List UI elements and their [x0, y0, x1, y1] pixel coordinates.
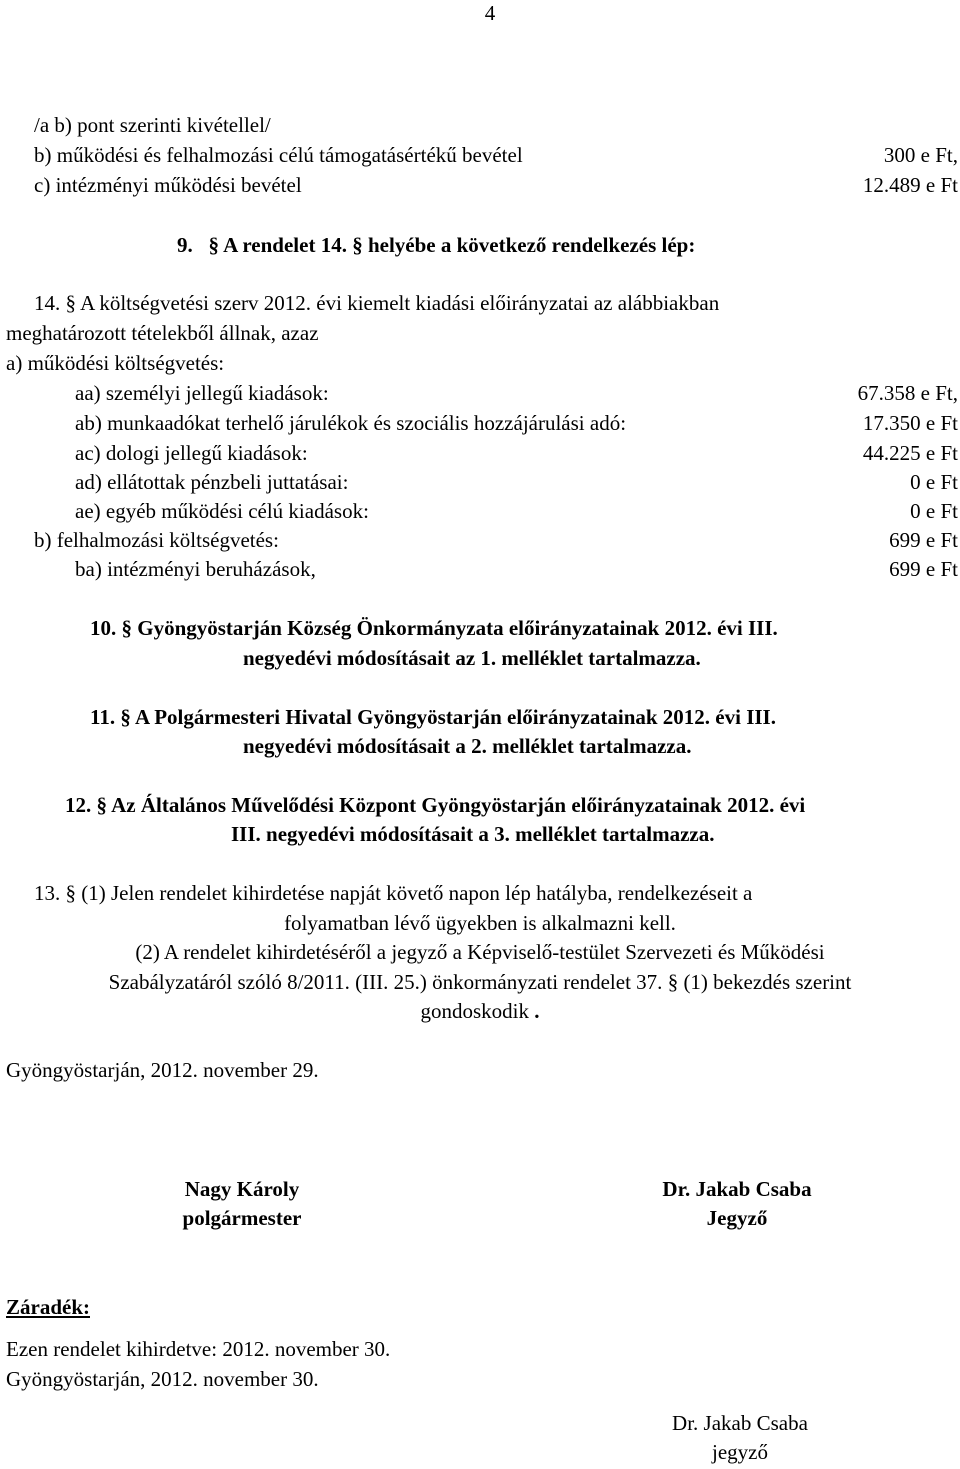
section-13-line-1 [34, 878, 752, 908]
section-14-b-title: b) felhalmozási költségvetés: [34, 528, 279, 552]
section-14-b-value: 699 e Ft [889, 528, 958, 552]
item-ad-label: ad) ellátottak pénzbeli juttatásai: [75, 470, 349, 494]
section-10-number: 10. [90, 616, 117, 640]
section-13-text-1: (1) Jelen rendelet kihirdetése napját követő napon lép hatályba, rendelkezéseit a [81, 881, 753, 905]
item-ac-label: ac) dologi jellegű kiadások: [75, 441, 308, 465]
section-13-text-4b: (1) bekezdés szerint [683, 970, 852, 994]
section-sign: § [65, 881, 76, 905]
section-12-line-1 [65, 790, 805, 820]
income-line-3: c) intézményi működési bevétel [34, 173, 302, 197]
section-11-line-2: negyedévi módosításait a 2. melléklet tartalmazza. [243, 734, 692, 758]
item-ad-value: 0 e Ft [910, 470, 958, 494]
income-line-2-value: 300 e Ft, [883, 143, 958, 167]
section-10-line-2: negyedévi módosításait az 1. melléklet tartalmazza. [243, 646, 701, 670]
section-12-text: Az Általános Művelődési Központ Gyöngyöstarján előirányzatainak 2012. évi [111, 793, 806, 817]
section-11-number: 11. [90, 705, 116, 729]
section-9-text-2: helyébe a következő rendelkezés lép: [367, 233, 696, 257]
section-14-line-2: meghatározott tételekből állnak, azaz [6, 321, 319, 345]
section-sign: § [96, 793, 107, 817]
section-11-line-1 [90, 702, 776, 732]
income-line-2: b) működési és felhalmozási célú támogatásértékű bevétel [34, 143, 523, 167]
item-ae-label: ae) egyéb működési célú kiadások: [75, 499, 369, 523]
section-sign: § [667, 970, 679, 994]
closing-title: Záradék: [6, 1295, 90, 1319]
item-ba-value: 699 e Ft [889, 557, 958, 581]
signature-left-title: polgármester [182, 1206, 302, 1230]
section-9-heading [177, 230, 695, 260]
place-date: Gyöngyöstarján, 2012. november 29. [6, 1058, 319, 1082]
section-sign: § [208, 233, 219, 257]
section-13-line-3: (2) A rendelet kihirdetéséről a jegyző a Képviselő-testület Szervezeti és Működési [135, 940, 825, 964]
section-13-line-5 [0, 996, 960, 1026]
page-number: 4 [484, 1, 496, 25]
income-line-3-value: 12.489 e Ft [862, 173, 958, 197]
section-sign: § [121, 616, 132, 640]
section-9-text-1: A rendelet 14. [223, 233, 347, 257]
closing-line-2: Gyöngyöstarján, 2012. november 30. [6, 1367, 319, 1391]
signature-right-name: Dr. Jakab Csaba [662, 1177, 812, 1201]
closing-signature-name: Dr. Jakab Csaba [672, 1411, 808, 1435]
section-13-text-4: Szabályzatáról szóló 8/2011. (III. 25.) önkormányzati rendelet 37. [108, 970, 663, 994]
section-13-period: . [534, 999, 540, 1023]
section-14-line-1 [34, 288, 719, 318]
section-9-number: 9. [177, 233, 193, 257]
section-14-a-title: a) működési költségvetés: [6, 351, 225, 375]
item-aa-value: 67.358 e Ft, [857, 381, 958, 405]
closing-line-1: Ezen rendelet kihirdetve: 2012. november 30. [6, 1337, 391, 1361]
section-11-text: A Polgármesteri Hivatal Gyöngyöstarján előirányzatainak 2012. évi III. [134, 705, 776, 729]
signature-right-title: Jegyző [706, 1206, 768, 1230]
item-ab-value: 17.350 e Ft [862, 411, 958, 435]
section-13-line-2: folyamatban lévő ügyekben is alkalmazni kell. [284, 911, 676, 935]
section-13-number: 13. [34, 881, 61, 905]
section-13-text-5: gondoskodik [420, 999, 529, 1023]
item-ab-label: ab) munkaadókat terhelő járulékok és szociális hozzájárulási adó: [75, 411, 627, 435]
section-10-text: Gyöngyöstarján Község Önkormányzata előirányzatainak 2012. évi III. [137, 616, 778, 640]
section-sign: § [120, 705, 131, 729]
section-14-number: 14. [34, 291, 61, 315]
section-sign: § [65, 291, 76, 315]
section-13-line-4 [0, 967, 960, 997]
section-10-line-1 [90, 613, 778, 643]
section-14-text: A költségvetési szerv 2012. évi kiemelt kiadási előirányzatai az alábbiakban [80, 291, 720, 315]
closing-signature-title: jegyző [712, 1440, 768, 1464]
item-ae-value: 0 e Ft [910, 499, 958, 523]
item-aa-label: aa) személyi jellegű kiadások: [75, 381, 329, 405]
section-sign: § [352, 233, 363, 257]
item-ac-value: 44.225 e Ft [862, 441, 958, 465]
income-line-1: /a b) pont szerinti kivétellel/ [34, 113, 271, 137]
signature-left-name: Nagy Károly [184, 1177, 300, 1201]
item-ba-label: ba) intézményi beruházások, [75, 557, 316, 581]
section-12-line-2: III. negyedévi módosításait a 3. melléklet tartalmazza. [231, 822, 715, 846]
section-12-number: 12. [65, 793, 92, 817]
